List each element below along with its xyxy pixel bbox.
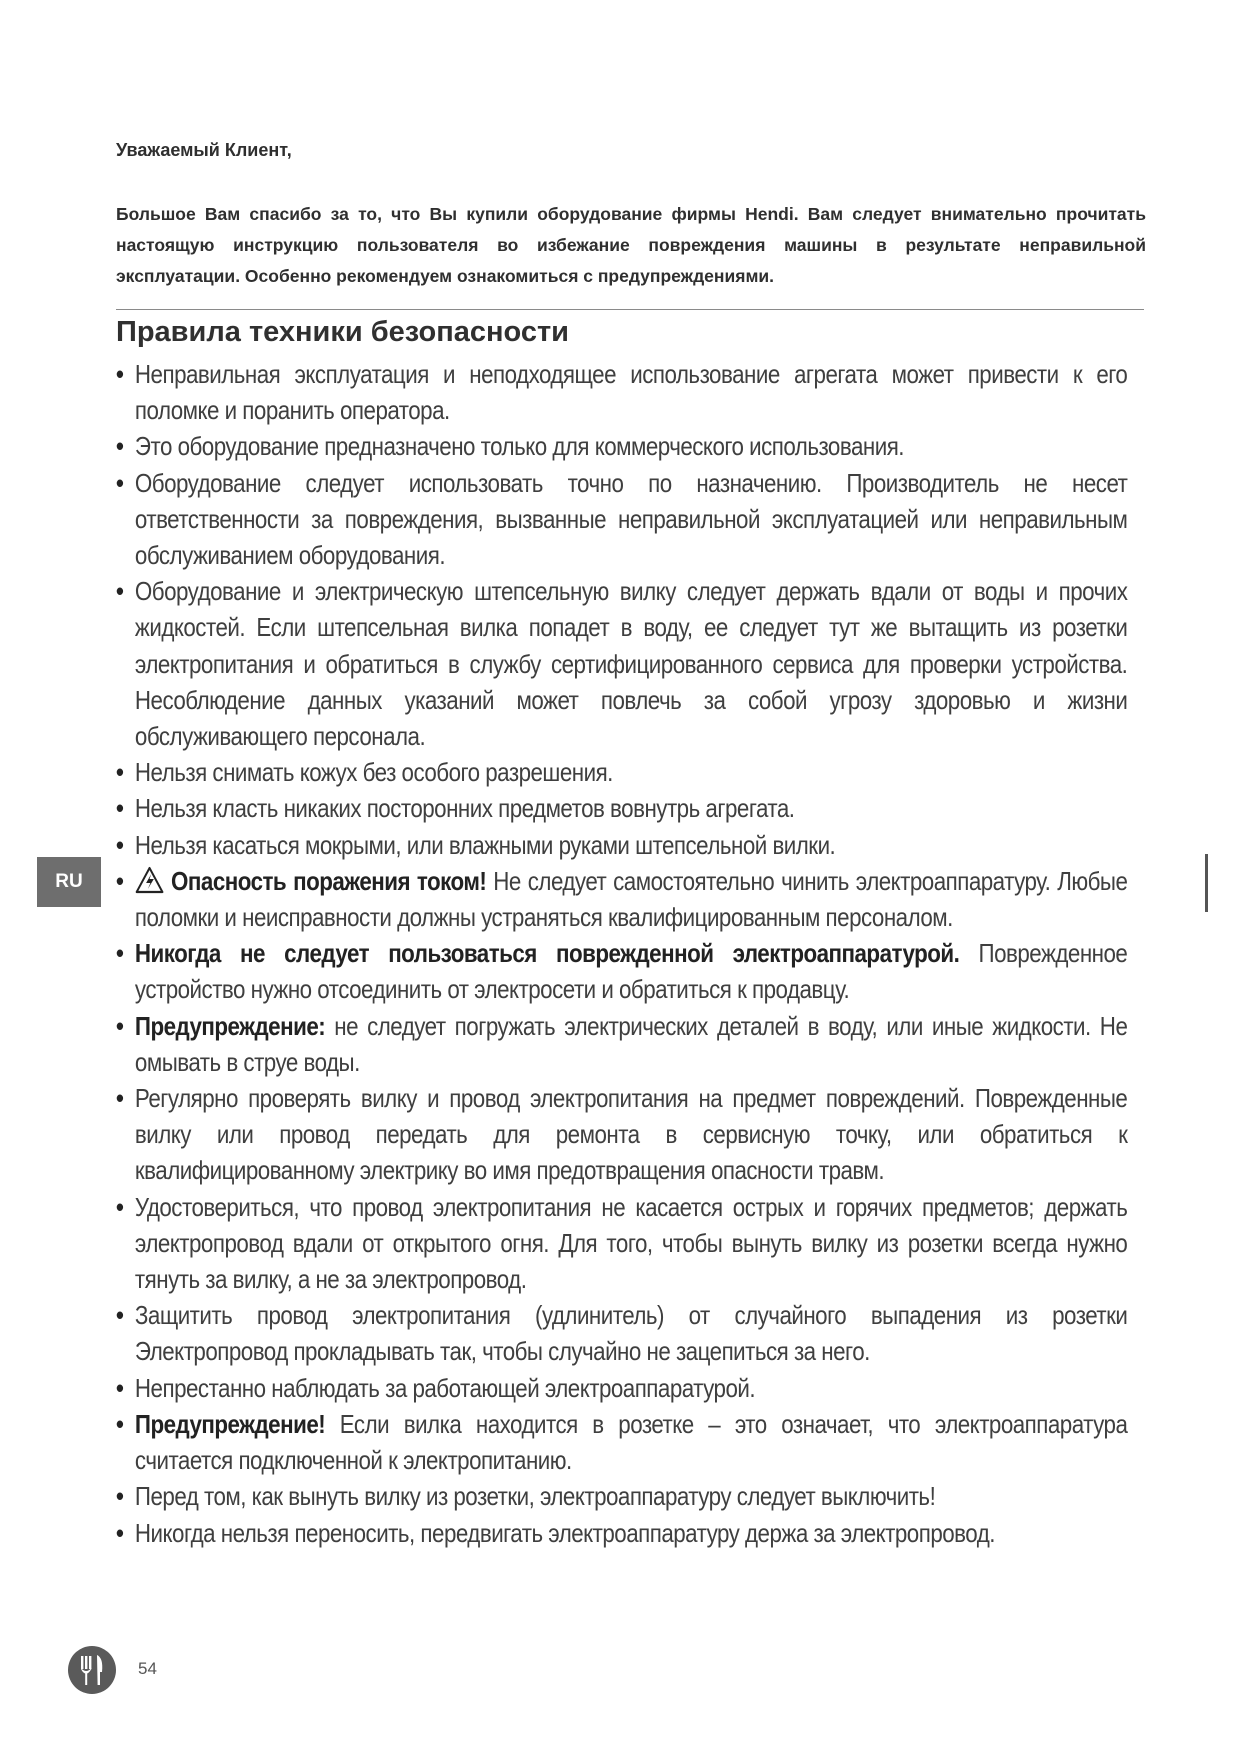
bullet-marker: • <box>116 1083 124 1114</box>
list-item <box>116 1297 1127 1369</box>
list-item <box>116 1189 1127 1298</box>
bullet-marker: • <box>116 1191 124 1222</box>
bullet-marker: • <box>116 938 124 969</box>
list-item <box>116 573 1127 754</box>
item-bold-label: Опасность поражения током! <box>171 865 487 896</box>
list-item <box>116 1406 1127 1478</box>
bullet-marker: • <box>116 1372 124 1403</box>
list-item-electric-hazard <box>116 863 1127 935</box>
item-text: Оборудование и электрическую штепсельную вилку следует держать вдали от воды и прочих жидкостей. Если штепсельная вилка попадет в воду, ее следует тут же вытащить из розетки электропитания и обратиться в службу сертифицированного сервиса для проверки устройства. Несоблюдение данных указаний может повлечь за собой угрозу здоровью и жизни обслуживающего персонала. <box>134 576 1128 752</box>
bullet-marker: • <box>116 359 124 389</box>
item-text: Если вилка находится в розетке – это означает, что электроаппаратура считается подключенной к электропитанию. <box>134 1408 1128 1476</box>
list-item <box>116 1515 1127 1551</box>
list-item <box>116 790 1127 826</box>
bullet-marker: • <box>116 865 124 896</box>
item-text: Не следует самостоятельно чинить электроаппаратуру. Любые поломки и неисправности должны устраняться квалифицированным персоналом. <box>134 865 1128 933</box>
item-text: Нельзя касаться мокрыми, или влажными руками штепсельной вилки. <box>134 829 836 860</box>
item-bold-label: Предупреждение: <box>134 1010 326 1041</box>
item-text: Защитить провод электропитания (удлинитель) от случайного выпадения из розетки Электропровод прокладывать так, чтобы случайно не зацепиться за него. <box>134 1300 1128 1367</box>
item-bold-label: Предупреждение! <box>134 1408 326 1439</box>
bullet-marker: • <box>116 576 124 607</box>
list-item <box>116 1080 1127 1189</box>
bullet-marker: • <box>116 1408 124 1439</box>
cutlery-logo-icon <box>67 1645 117 1695</box>
list-item <box>116 827 1127 863</box>
list-item <box>116 1008 1127 1080</box>
item-text: Никогда нельзя переносить, передвигать электроаппаратуру держа за электропровод. <box>134 1517 995 1548</box>
bullet-marker: • <box>116 1481 124 1512</box>
item-text: Поврежденное устройство нужно отсоединить от электросети и обратиться к продавцу. <box>134 938 1128 1005</box>
side-margin-marker <box>1205 854 1208 912</box>
section-divider <box>116 309 1144 310</box>
list-item <box>116 428 1127 464</box>
bullet-marker: • <box>116 829 124 860</box>
language-tab: RU <box>37 857 101 907</box>
bullet-marker: • <box>116 1300 124 1331</box>
item-text: не следует погружать электрических деталей в воду, или иные жидкости. Не омывать в струе воды. <box>134 1010 1128 1077</box>
list-item <box>116 465 1127 574</box>
item-text: Непрестанно наблюдать за работающей электроаппаратурой. <box>134 1372 756 1403</box>
bullet-marker: • <box>116 1517 124 1548</box>
item-bold-label: Никогда не следует пользоваться поврежденной электроаппаратурой. <box>134 938 960 969</box>
bullet-marker: • <box>116 1010 124 1041</box>
safety-rules-list <box>116 356 1146 1551</box>
item-text: Регулярно проверять вилку и провод электропитания на предмет повреждений. Поврежденные вилку или провод передать для ремонта в сервисную точку, или обратиться к квалифицированному электрику во имя предотвращения опасности травм. <box>134 1083 1128 1186</box>
item-text: Перед том, как вынуть вилку из розетки, электроаппаратуру следует выключить! <box>134 1481 936 1512</box>
intro-paragraph: Большое Вам спасибо за то, что Вы купили оборудование фирмы Hendi. Вам следует внимательно прочитать настоящую инструкцию пользователя во избежание повреждения машины в результате неправильной эксплуатации. Особенно рекомендуем ознакомиться с предупреждениями. <box>116 204 1146 286</box>
section-title: Правила техники безопасности <box>116 316 569 348</box>
bullet-marker: • <box>116 757 124 788</box>
bullet-marker: • <box>116 467 124 498</box>
item-text: Это оборудование предназначено только для коммерческого использования. <box>134 431 904 462</box>
greeting: Уважаемый Клиент, <box>116 140 292 160</box>
list-item <box>116 935 1127 1007</box>
page-number: 54 <box>138 1659 157 1678</box>
item-text: Нельзя класть никаких посторонних предметов вовнутрь агрегата. <box>134 793 795 824</box>
list-item <box>116 754 1127 790</box>
item-text: Оборудование следует использовать точно по назначению. Производитель не несет ответственности за повреждения, вызванные неправильной эксплуатацией или неправильным обслуживанием оборудования. <box>134 467 1128 571</box>
item-text: Неправильная эксплуатация и неподходящее использование агрегата может привести к его поломке и поранить оператора. <box>134 359 1128 426</box>
list-item <box>116 1370 1127 1406</box>
list-item <box>116 1478 1127 1514</box>
bullet-marker: • <box>116 793 124 824</box>
electric-hazard-triangle-icon <box>135 866 164 894</box>
item-text: Нельзя снимать кожух без особого разрешения. <box>134 757 613 788</box>
item-text: Удостовериться, что провод электропитания не касается острых и горячих предметов; держать электропровод вдали от открытого огня. Для того, чтобы вынуть вилку из розетки всегда нужно тянуть за вилку, а не за электропровод. <box>134 1191 1128 1295</box>
list-item <box>116 356 1127 428</box>
bullet-marker: • <box>116 431 124 462</box>
